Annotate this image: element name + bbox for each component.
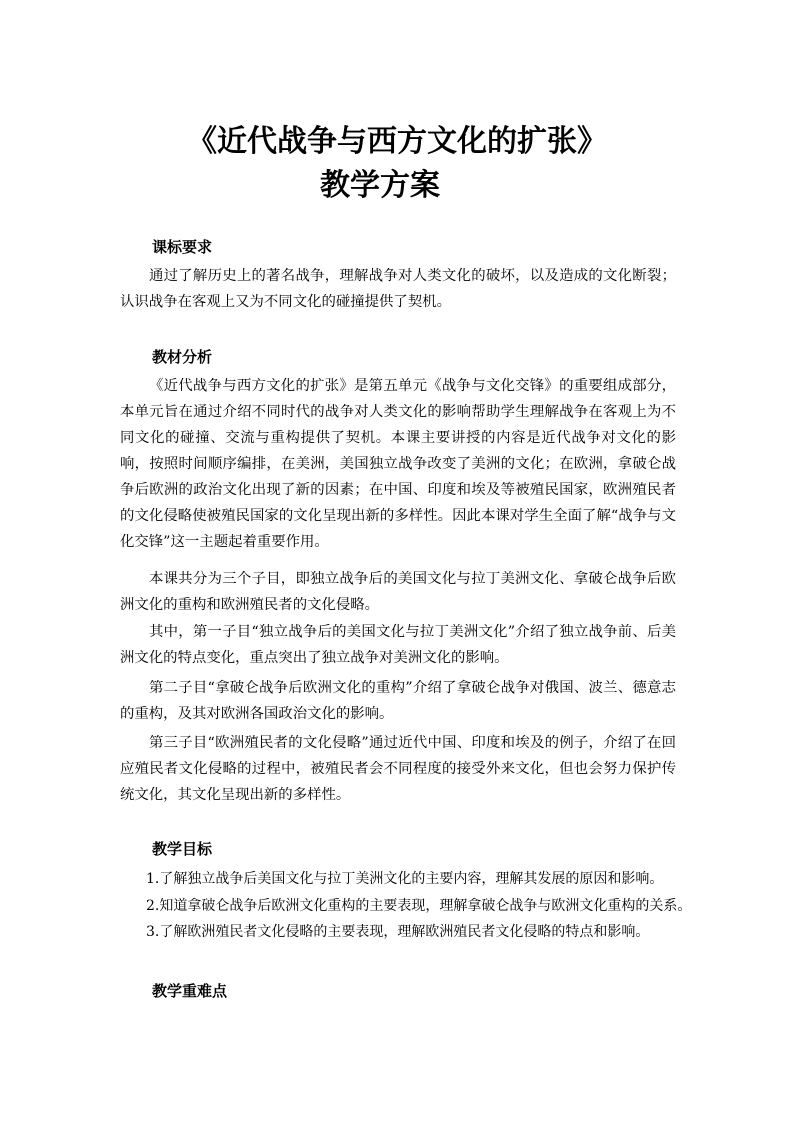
objective-item: 3.了解欧洲殖民者文化侵略的主要表现，理解欧洲殖民者文化侵略的特点和影响。 [146, 924, 650, 940]
paragraph-analysis-subsection-1: 其中，第一子目“独立战争后的美国文化与拉丁美洲文化”介绍了独立战争前、后美洲文化的特点变化，重点突出了独立战争对美洲文化的影响。 [120, 624, 676, 666]
heading-standard: 课标要求 [152, 238, 213, 256]
paragraph-analysis-subsection-3: 第三子目“欧洲殖民者的文化侵略”通过近代中国、印度和埃及的例子，介绍了在回应殖民者文化侵略的过程中，被殖民者会不同程度的接受外来文化，但也会努力保护传统文化，其文化呈现出新的多样性。 [120, 735, 676, 803]
objective-item: 2.知道拿破仑战争后欧洲文化重构的主要表现，理解拿破仑战争与欧洲文化重构的关系。 [146, 897, 692, 914]
objective-item: 1.了解独立战争后美国文化与拉丁美洲文化的主要内容，理解其发展的原因和影响。 [146, 871, 664, 887]
paragraph-standard: 通过了解历史上的著名战争，理解战争对人类文化的破坏，以及造成的文化断裂；认识战争在客观上又为不同文化的碰撞提供了契机。 [120, 268, 676, 310]
objectives-list [146, 866, 706, 946]
heading-analysis: 教材分析 [152, 348, 213, 366]
document-title: 《近代战争与西方文化的扩张》 [187, 124, 607, 159]
heading-objectives: 教学目标 [152, 840, 213, 858]
document-subtitle: 教学方案 [320, 168, 440, 203]
paragraph-analysis-intro: 《近代战争与西方文化的扩张》是第五单元《战争与文化交锋》的重要组成部分，本单元旨在通过介绍不同时代的战争对人类文化的影响帮助学生理解战争在客观上为不同文化的碰撞、交流与重构提供了契机。本课主要讲授的内容是近代战争对文化的影响，按照时间顺序编排，在美洲，美国独立战争改变了美洲的文化；在欧洲，拿破仑战争后欧洲的政治文化出现了新的因素；在中国、印度和埃及等被殖民国家，欧洲殖民者的文化侵略使被殖民国家的文化呈现出新的多样性。因此本课对学生全面了解“战争与文化交锋”这一主题起着重要作用。 [120, 378, 676, 550]
heading-keypoints: 教学重难点 [152, 982, 228, 1000]
paragraph-analysis-structure: 本课共分为三个子目，即独立战争后的美国文化与拉丁美洲文化、拿破仑战争后欧洲文化的重构和欧洲殖民者的文化侵略。 [120, 571, 676, 613]
paragraph-analysis-subsection-2: 第二子目“拿破仑战争后欧洲文化的重构”介绍了拿破仑战争对俄国、波兰、德意志的重构，及其对欧洲各国政治文化的影响。 [120, 680, 676, 722]
